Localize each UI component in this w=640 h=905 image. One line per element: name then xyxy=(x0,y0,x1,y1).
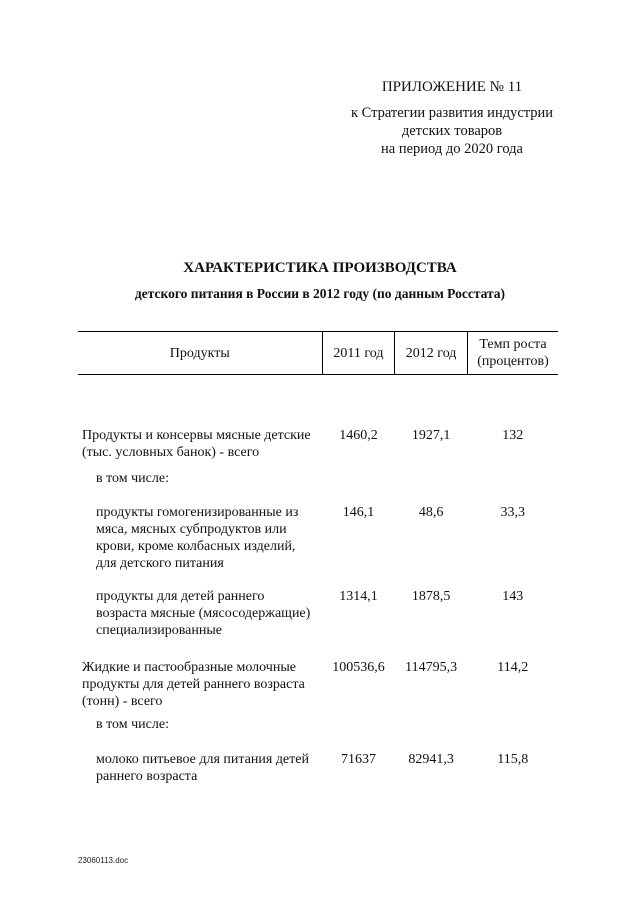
row-2012: 82941,3 xyxy=(408,752,454,767)
table-row xyxy=(78,733,558,785)
document-heading xyxy=(0,258,640,304)
row-2012: 48,6 xyxy=(418,505,444,520)
row-growth: 115,8 xyxy=(497,752,529,767)
appendix-line-3: на период до 2020 года xyxy=(381,141,523,157)
row-name: Жидкие и пастообразные молочные продукты для детей раннего возраста (тонн) - всего xyxy=(82,660,305,709)
row-growth xyxy=(467,461,558,487)
row-2011: 146,1 xyxy=(342,505,375,520)
header-2012: 2012 год xyxy=(395,332,468,375)
appendix-line-2: детских товаров xyxy=(401,123,503,139)
document-code: 23060113.doc xyxy=(78,856,129,865)
row-2012: 114795,3 xyxy=(405,660,458,675)
heading-title: ХАРАКТЕРИСТИКА ПРОИЗВОДСТВА xyxy=(183,260,457,276)
row-name: Продукты и консервы мясные детские (тыс. условных банок) - всего xyxy=(82,428,311,460)
row-2012 xyxy=(395,710,468,733)
appendix-block xyxy=(336,78,568,158)
production-table xyxy=(78,331,558,785)
row-2011: 71637 xyxy=(340,752,376,767)
table-row xyxy=(78,375,558,462)
table-row xyxy=(78,572,558,639)
header-2011: 2011 год xyxy=(322,332,395,375)
table-row xyxy=(78,639,558,710)
row-growth: 143 xyxy=(502,589,524,604)
row-growth: 33,3 xyxy=(500,505,525,520)
row-2011: 100536,6 xyxy=(332,660,385,675)
appendix-line-1: к Стратегии развития индустрии xyxy=(350,105,554,121)
row-name: в том числе: xyxy=(96,717,169,732)
row-name: продукты гомогенизированные из мяса, мясных субпродуктов или крови, кроме колбасных изделий, для детского питания xyxy=(96,505,299,571)
row-2012 xyxy=(395,461,468,487)
row-growth xyxy=(467,710,558,733)
heading-subtitle: детского питания в России в 2012 году (по данным Росстата) xyxy=(134,286,506,301)
row-name: продукты для детей раннего возраста мясные (мясосодержащие) специализированные xyxy=(96,589,311,638)
row-growth: 114,2 xyxy=(497,660,529,675)
row-2011 xyxy=(322,461,395,487)
header-growth: Темп роста (процентов) xyxy=(467,332,558,375)
appendix-title: ПРИЛОЖЕНИЕ № 11 xyxy=(381,79,523,95)
table-row xyxy=(78,710,558,733)
table-header-row xyxy=(78,332,558,375)
row-name: в том числе: xyxy=(96,471,169,486)
row-2011: 1314,1 xyxy=(339,589,378,604)
row-name: молоко питьевое для питания детей раннего возраста xyxy=(96,752,309,784)
row-2011: 1460,2 xyxy=(339,428,378,443)
table-row xyxy=(78,461,558,487)
row-2012: 1878,5 xyxy=(411,589,451,604)
row-2012: 1927,1 xyxy=(411,428,451,443)
row-2011 xyxy=(322,710,395,733)
table-row xyxy=(78,487,558,572)
row-growth: 132 xyxy=(502,428,524,443)
header-products: Продукты xyxy=(78,332,322,375)
